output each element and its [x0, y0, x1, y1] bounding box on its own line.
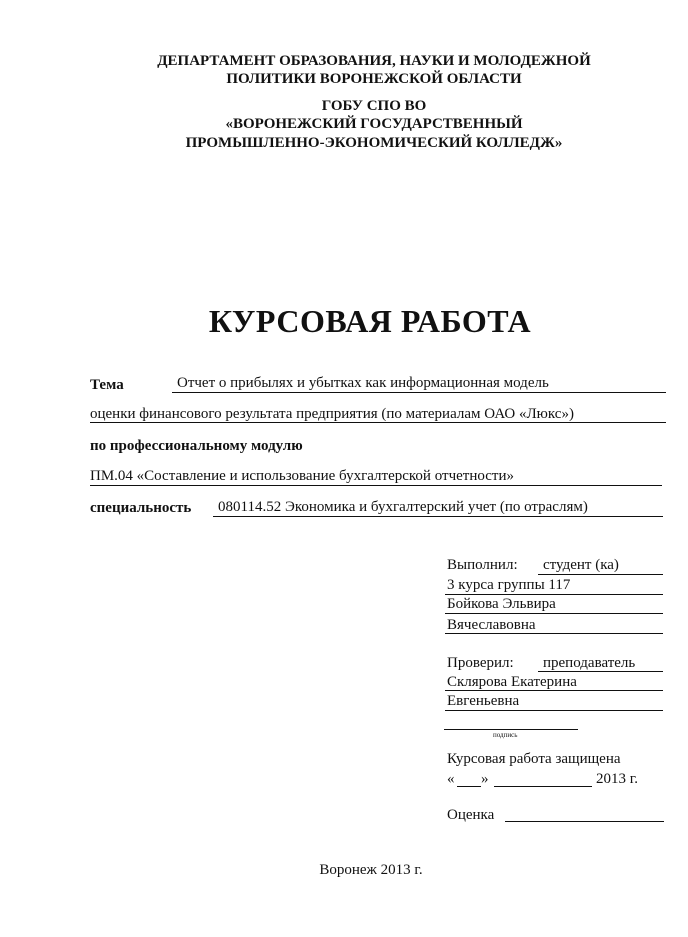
performed-name-underline-1	[445, 613, 663, 614]
topic-underline-1	[172, 392, 666, 393]
performed-role: студент (ка)	[543, 557, 619, 573]
department-line-2: ПОЛИТИКИ ВОРОНЕЖСКОЙ ОБЛАСТИ	[226, 71, 522, 87]
school-line-3: ПРОМЫШЛЕННО-ЭКОНОМИЧЕСКИЙ КОЛЛЕДЖ»	[185, 135, 563, 151]
performed-name-line-2: Вячеславовна	[447, 617, 536, 633]
performed-group: 3 курса группы 117	[447, 577, 571, 593]
defense-label: Курсовая работа защищена	[447, 751, 621, 767]
signature-caption: подпись	[493, 731, 518, 739]
defense-date-close: »	[481, 771, 489, 787]
specialty-value: 080114.52 Экономика и бухгалтерский учет (по отраслям)	[218, 499, 588, 515]
module-value: ПМ.04 «Составление и использование бухгалтерской отчетности»	[90, 468, 514, 484]
checked-role: преподаватель	[543, 655, 636, 671]
city-year: Воронеж 2013 г.	[319, 862, 423, 878]
checked-role-underline	[538, 671, 663, 672]
checked-name-underline-2	[445, 710, 663, 711]
module-label: по профессиональному модулю	[90, 438, 303, 454]
signature-line	[444, 729, 578, 730]
performed-name-underline-2	[445, 633, 663, 634]
school-line-2: «ВОРОНЕЖСКИЙ ГОСУДАРСТВЕННЫЙ	[225, 116, 523, 132]
topic-line-1: Отчет о прибылях и убытках как информационная модель	[177, 375, 549, 391]
performed-role-underline	[538, 574, 663, 575]
defense-date-open: «	[447, 771, 455, 787]
grade-label: Оценка	[447, 807, 495, 823]
school-line-1: ГОБУ СПО ВО	[321, 98, 427, 114]
specialty-underline	[213, 516, 663, 517]
checked-name-line-2: Евгеньевна	[447, 693, 520, 709]
topic-line-2: оценки финансового результата предприятия (по материалам ОАО «Люкс»)	[90, 406, 574, 422]
specialty-label: специальность	[90, 500, 192, 516]
checked-name-line-1: Склярова Екатерина	[447, 674, 577, 690]
defense-day-blank	[457, 786, 481, 787]
defense-month-blank	[494, 786, 592, 787]
department-line-1: ДЕПАРТАМЕНТ ОБРАЗОВАНИЯ, НАУКИ И МОЛОДЕЖНОЙ	[157, 53, 591, 69]
topic-label: Тема	[90, 377, 124, 393]
page-title: КУРСОВАЯ РАБОТА	[208, 303, 532, 339]
grade-blank	[505, 821, 664, 822]
checked-label: Проверил:	[447, 655, 514, 671]
performed-name-line-1: Бойкова Эльвира	[447, 596, 556, 612]
topic-underline-2	[90, 422, 666, 423]
module-underline	[90, 485, 662, 486]
performed-label: Выполнил:	[447, 557, 518, 573]
checked-name-underline-1	[445, 690, 663, 691]
defense-year: 2013 г.	[596, 771, 638, 787]
